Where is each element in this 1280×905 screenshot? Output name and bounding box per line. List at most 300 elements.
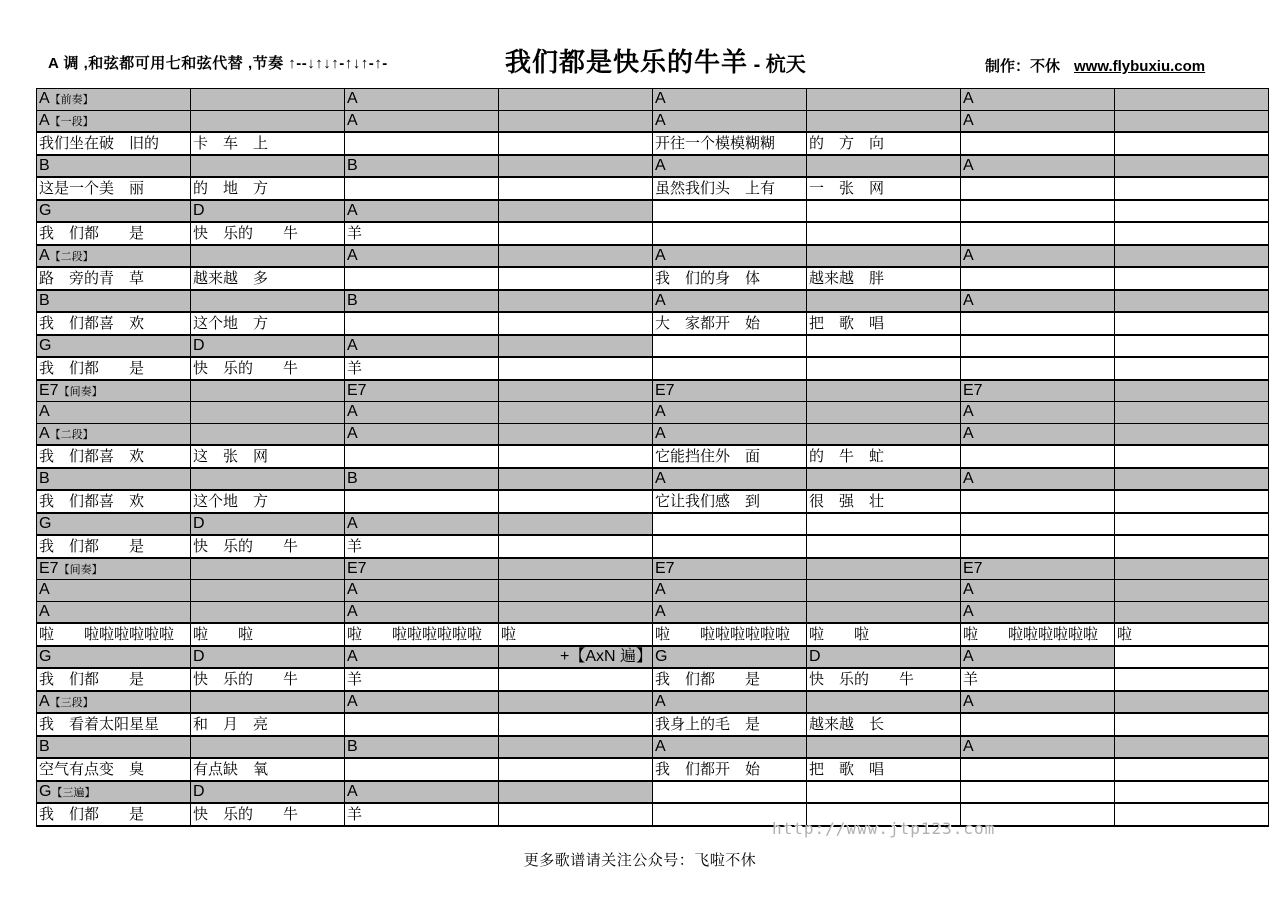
lyric-cell: 啦 啦啦啦啦啦啦 bbox=[37, 623, 191, 646]
lyric-cell bbox=[345, 758, 499, 781]
chord-cell: A bbox=[345, 402, 499, 424]
lyric-cell: 大 家都开 始 bbox=[653, 312, 807, 335]
lyric-cell bbox=[653, 535, 807, 558]
chord-cell bbox=[1115, 200, 1269, 223]
sheet-row bbox=[37, 267, 1269, 290]
sheet-row bbox=[37, 713, 1269, 736]
chord-cell: B bbox=[345, 155, 499, 178]
chord-cell: G bbox=[37, 335, 191, 358]
sheet-row bbox=[37, 222, 1269, 245]
chord-cell bbox=[1115, 781, 1269, 804]
chord-cell: A【二段】 bbox=[37, 245, 191, 268]
lyric-cell: 越来越 胖 bbox=[807, 267, 961, 290]
chord-cell: D bbox=[807, 646, 961, 669]
lyric-cell: 羊 bbox=[345, 803, 499, 826]
lyric-cell bbox=[961, 177, 1115, 200]
lyric-cell: 越来越 多 bbox=[191, 267, 345, 290]
section-label: 【三遍】 bbox=[51, 786, 96, 799]
lyric-cell bbox=[345, 132, 499, 155]
chord-cell: A bbox=[961, 89, 1115, 111]
chord-cell: A bbox=[345, 245, 499, 268]
section-label: 【前奏】 bbox=[49, 94, 94, 107]
chord-cell: A bbox=[961, 290, 1115, 313]
lyric-cell: 啦 啦啦啦啦啦啦 bbox=[653, 623, 807, 646]
chord-cell bbox=[1115, 402, 1269, 424]
lyric-cell bbox=[1115, 177, 1269, 200]
chord-cell bbox=[1115, 468, 1269, 491]
chord-cell: B bbox=[345, 468, 499, 491]
lyric-cell bbox=[499, 267, 653, 290]
lyric-cell: 虽然我们头 上有 bbox=[653, 177, 807, 200]
lyric-cell: 我 们都 是 bbox=[653, 668, 807, 691]
chord-cell bbox=[807, 89, 961, 111]
sheet-row bbox=[37, 177, 1269, 200]
chord-cell bbox=[499, 245, 653, 268]
lyric-cell: 快 乐的 牛 bbox=[191, 222, 345, 245]
lyric-cell: 我们坐在破 旧的 bbox=[37, 132, 191, 155]
credit-label: 制作：不休 bbox=[985, 58, 1061, 75]
lyric-cell bbox=[961, 132, 1115, 155]
sheet-row bbox=[37, 335, 1269, 358]
chord-cell bbox=[499, 513, 653, 536]
chord-cell bbox=[961, 335, 1115, 358]
chord-cell bbox=[961, 513, 1115, 536]
lyric-cell: 我身上的毛 是 bbox=[653, 713, 807, 736]
chord-cell: A bbox=[345, 110, 499, 132]
sheet-row bbox=[37, 623, 1269, 646]
sheet-row bbox=[37, 89, 1269, 111]
sheet-row bbox=[37, 110, 1269, 132]
chord-cell: D bbox=[191, 646, 345, 669]
lyric-cell bbox=[499, 312, 653, 335]
chord-cell bbox=[807, 580, 961, 602]
chord-cell bbox=[807, 335, 961, 358]
lyric-cell bbox=[961, 713, 1115, 736]
chord-cell bbox=[499, 89, 653, 111]
lyric-cell: 开往一个模模糊糊 bbox=[653, 132, 807, 155]
chord-cell: A bbox=[961, 245, 1115, 268]
lyric-cell: 很 强 壮 bbox=[807, 490, 961, 513]
lyric-cell: 的 牛 虻 bbox=[807, 445, 961, 468]
sheet-row bbox=[37, 200, 1269, 223]
chord-cell bbox=[499, 781, 653, 804]
chord-cell: E7 bbox=[653, 558, 807, 580]
credit-block bbox=[985, 55, 1205, 76]
chord-cell: B bbox=[37, 290, 191, 313]
chord-cell bbox=[191, 380, 345, 402]
lyric-cell: 羊 bbox=[345, 222, 499, 245]
chord-cell: A bbox=[37, 580, 191, 602]
lyric-cell bbox=[961, 490, 1115, 513]
lyric-cell: 有点缺 氧 bbox=[191, 758, 345, 781]
chord-cell: A bbox=[345, 580, 499, 602]
lyric-cell: 啦 啦 bbox=[191, 623, 345, 646]
lyric-cell: 我 们都开 始 bbox=[653, 758, 807, 781]
lyric-cell bbox=[961, 222, 1115, 245]
sheet-row bbox=[37, 535, 1269, 558]
chord-cell bbox=[499, 580, 653, 602]
lyric-cell: 羊 bbox=[961, 668, 1115, 691]
chord-cell: A bbox=[961, 580, 1115, 602]
chord-cell: A bbox=[345, 601, 499, 623]
chord-cell bbox=[1115, 290, 1269, 313]
lyric-cell: 一 张 网 bbox=[807, 177, 961, 200]
footer-text: 更多歌谱请关注公众号：飞啦不休 bbox=[523, 852, 757, 869]
chord-cell: A bbox=[345, 200, 499, 223]
chord-cell bbox=[191, 601, 345, 623]
sheet-row bbox=[37, 290, 1269, 313]
chord-cell: A bbox=[961, 646, 1115, 669]
chord-cell bbox=[653, 513, 807, 536]
chord-cell bbox=[807, 468, 961, 491]
lyric-cell: 我 们都 是 bbox=[37, 222, 191, 245]
chord-cell: E7 bbox=[961, 380, 1115, 402]
lyric-cell bbox=[1115, 267, 1269, 290]
lyric-cell bbox=[1115, 357, 1269, 380]
sheet-row bbox=[37, 646, 1269, 669]
chord-cell bbox=[1115, 691, 1269, 714]
chord-cell bbox=[807, 402, 961, 424]
lyric-cell bbox=[345, 177, 499, 200]
chord-cell: A【前奏】 bbox=[37, 89, 191, 111]
sheet-row bbox=[37, 736, 1269, 759]
chord-cell: G【三遍】 bbox=[37, 781, 191, 804]
chord-cell bbox=[653, 781, 807, 804]
lyric-cell bbox=[961, 758, 1115, 781]
lyric-cell bbox=[1115, 222, 1269, 245]
sheet-row bbox=[37, 402, 1269, 424]
lyric-cell bbox=[1115, 445, 1269, 468]
chord-cell: A bbox=[653, 155, 807, 178]
lyric-cell: 我 们都 是 bbox=[37, 357, 191, 380]
chord-cell: A bbox=[961, 423, 1115, 445]
lyric-cell bbox=[499, 668, 653, 691]
sheet-row bbox=[37, 357, 1269, 380]
chord-cell bbox=[499, 380, 653, 402]
lyric-cell bbox=[1115, 535, 1269, 558]
lyric-cell: 快 乐的 牛 bbox=[191, 535, 345, 558]
chord-cell bbox=[1115, 423, 1269, 445]
sheet-row bbox=[37, 155, 1269, 178]
chord-cell bbox=[191, 110, 345, 132]
chord-cell: A bbox=[653, 468, 807, 491]
chord-cell: G bbox=[37, 513, 191, 536]
chord-cell bbox=[807, 423, 961, 445]
chord-cell: A bbox=[653, 290, 807, 313]
chord-cell bbox=[191, 155, 345, 178]
chord-cell bbox=[1115, 580, 1269, 602]
chord-cell bbox=[807, 155, 961, 178]
chord-cell: A bbox=[345, 89, 499, 111]
chord-cell: A bbox=[653, 580, 807, 602]
chord-cell: D bbox=[191, 335, 345, 358]
page-title: 我们都是快乐的牛羊 bbox=[505, 47, 749, 77]
chord-cell bbox=[653, 335, 807, 358]
sheet-row bbox=[37, 601, 1269, 623]
sheet-row bbox=[37, 803, 1269, 826]
chord-cell bbox=[1115, 110, 1269, 132]
chord-cell bbox=[807, 691, 961, 714]
chord-cell bbox=[499, 290, 653, 313]
lyric-cell bbox=[1115, 132, 1269, 155]
chord-cell: A bbox=[653, 736, 807, 759]
page-title-block bbox=[505, 42, 806, 79]
sheet-row bbox=[37, 312, 1269, 335]
lyric-cell: 我 们都 是 bbox=[37, 803, 191, 826]
watermark-url: http://www.jtp123.com bbox=[772, 819, 996, 838]
chord-cell: B bbox=[37, 468, 191, 491]
chord-cell: B bbox=[37, 155, 191, 178]
sheet-row bbox=[37, 245, 1269, 268]
sheet-row bbox=[37, 380, 1269, 402]
chord-cell bbox=[1115, 558, 1269, 580]
key-and-rhythm-note: A 调 ,和弦都可用七和弦代替 ,节奏 ↑--↓↑↓↑-↑↓↑-↑- bbox=[48, 55, 388, 72]
chord-cell bbox=[807, 110, 961, 132]
chord-cell: A bbox=[37, 402, 191, 424]
chord-cell: A bbox=[37, 601, 191, 623]
chord-cell bbox=[191, 691, 345, 714]
lyric-cell bbox=[345, 445, 499, 468]
chord-cell bbox=[807, 200, 961, 223]
lyric-cell: 空气有点变 臭 bbox=[37, 758, 191, 781]
lyric-cell: 我 们都喜 欢 bbox=[37, 445, 191, 468]
chord-cell: G bbox=[37, 646, 191, 669]
lyric-cell: 我 们都喜 欢 bbox=[37, 490, 191, 513]
chord-cell: D bbox=[191, 781, 345, 804]
sheet-row bbox=[37, 513, 1269, 536]
lyric-cell: 这 张 网 bbox=[191, 445, 345, 468]
lyric-cell: 越来越 长 bbox=[807, 713, 961, 736]
chord-cell bbox=[1115, 646, 1269, 669]
chord-cell: A bbox=[653, 89, 807, 111]
lyric-cell: 我 们都喜 欢 bbox=[37, 312, 191, 335]
chord-cell bbox=[499, 736, 653, 759]
chord-cell bbox=[1115, 736, 1269, 759]
sheet-row bbox=[37, 691, 1269, 714]
chord-cell: A bbox=[653, 110, 807, 132]
chord-cell bbox=[1115, 380, 1269, 402]
chord-cell: E7【间奏】 bbox=[37, 380, 191, 402]
chord-cell: A bbox=[653, 245, 807, 268]
chord-cell: A bbox=[345, 646, 499, 669]
chord-cell: E7 bbox=[653, 380, 807, 402]
lyric-cell: 路 旁的青 草 bbox=[37, 267, 191, 290]
chord-cell bbox=[499, 423, 653, 445]
lyric-cell: 啦 啦 bbox=[807, 623, 961, 646]
sheet-row bbox=[37, 445, 1269, 468]
lyric-cell: 的 地 方 bbox=[191, 177, 345, 200]
chord-cell bbox=[1115, 335, 1269, 358]
chord-cell bbox=[807, 380, 961, 402]
lyric-cell: 它让我们感 到 bbox=[653, 490, 807, 513]
chord-cell: E7【间奏】 bbox=[37, 558, 191, 580]
chord-cell bbox=[807, 245, 961, 268]
chord-cell: G bbox=[653, 646, 807, 669]
chord-cell bbox=[191, 89, 345, 111]
chord-cell bbox=[1115, 89, 1269, 111]
chord-cell: B bbox=[345, 290, 499, 313]
lyric-cell bbox=[345, 312, 499, 335]
lyric-cell: 羊 bbox=[345, 357, 499, 380]
chord-cell bbox=[961, 781, 1115, 804]
lyric-cell: 我 们的身 体 bbox=[653, 267, 807, 290]
chord-cell: A bbox=[961, 601, 1115, 623]
lyric-cell bbox=[961, 445, 1115, 468]
lyric-cell bbox=[961, 357, 1115, 380]
chord-cell bbox=[191, 736, 345, 759]
chord-cell bbox=[807, 513, 961, 536]
artist-name: 杭天 bbox=[765, 54, 806, 76]
lyric-cell bbox=[807, 222, 961, 245]
chord-cell: G bbox=[37, 200, 191, 223]
sheet-row bbox=[37, 132, 1269, 155]
chord-cell: E7 bbox=[961, 558, 1115, 580]
lyric-cell: 这是一个美 丽 bbox=[37, 177, 191, 200]
section-label: 【间奏】 bbox=[58, 385, 103, 398]
sheet-row bbox=[37, 558, 1269, 580]
section-label: 【三段】 bbox=[49, 696, 94, 709]
lyric-cell bbox=[345, 713, 499, 736]
lyric-cell bbox=[345, 490, 499, 513]
chord-cell: A bbox=[961, 736, 1115, 759]
lyric-cell bbox=[499, 445, 653, 468]
chord-cell: A bbox=[961, 110, 1115, 132]
chord-cell: A【二段】 bbox=[37, 423, 191, 445]
lyric-cell: 啦 啦啦啦啦啦啦 bbox=[961, 623, 1115, 646]
chord-cell: A bbox=[345, 335, 499, 358]
chord-cell: +【AxN 遍】 bbox=[499, 646, 653, 669]
section-label: 【二段】 bbox=[49, 428, 94, 441]
lyric-cell bbox=[499, 535, 653, 558]
lyric-cell: 羊 bbox=[345, 668, 499, 691]
lyric-cell bbox=[1115, 668, 1269, 691]
chord-cell bbox=[191, 402, 345, 424]
lyric-cell bbox=[499, 222, 653, 245]
lyric-cell bbox=[807, 357, 961, 380]
chord-cell: A【三段】 bbox=[37, 691, 191, 714]
chord-cell: A bbox=[961, 468, 1115, 491]
chord-cell: E7 bbox=[345, 558, 499, 580]
lyric-cell bbox=[1115, 803, 1269, 826]
chord-cell bbox=[1115, 513, 1269, 536]
lyric-cell: 我 看着太阳星星 bbox=[37, 713, 191, 736]
chord-cell bbox=[499, 200, 653, 223]
lyric-cell: 快 乐的 牛 bbox=[807, 668, 961, 691]
lyric-cell: 和 月 亮 bbox=[191, 713, 345, 736]
chord-cell: A bbox=[961, 691, 1115, 714]
lyric-cell: 这个地 方 bbox=[191, 490, 345, 513]
chord-cell bbox=[807, 290, 961, 313]
chord-cell: A bbox=[345, 513, 499, 536]
lyric-cell bbox=[499, 758, 653, 781]
lyric-cell: 羊 bbox=[345, 535, 499, 558]
lyric-cell bbox=[499, 803, 653, 826]
chord-cell bbox=[191, 245, 345, 268]
lyric-cell: 快 乐的 牛 bbox=[191, 668, 345, 691]
chord-cell: A bbox=[961, 402, 1115, 424]
lyric-cell bbox=[653, 222, 807, 245]
chord-cell bbox=[191, 580, 345, 602]
section-label: 【一段】 bbox=[49, 115, 94, 128]
chord-cell bbox=[499, 110, 653, 132]
chord-cell bbox=[1115, 245, 1269, 268]
chord-cell bbox=[499, 155, 653, 178]
lyric-cell bbox=[1115, 713, 1269, 736]
lyric-cell bbox=[345, 267, 499, 290]
chord-cell bbox=[191, 558, 345, 580]
chord-sheet-table bbox=[36, 88, 1269, 827]
lyric-cell bbox=[653, 357, 807, 380]
section-label: 【二段】 bbox=[49, 250, 94, 263]
lyric-cell bbox=[1115, 312, 1269, 335]
chord-cell: A bbox=[653, 402, 807, 424]
chord-cell: D bbox=[191, 513, 345, 536]
chord-cell: A bbox=[653, 423, 807, 445]
lyric-cell: 啦 bbox=[499, 623, 653, 646]
chord-cell bbox=[807, 558, 961, 580]
section-label: 【间奏】 bbox=[58, 563, 103, 576]
lyric-cell bbox=[1115, 490, 1269, 513]
sheet-row bbox=[37, 468, 1269, 491]
lyric-cell: 啦 啦啦啦啦啦啦 bbox=[345, 623, 499, 646]
credit-url-link[interactable]: www.flybuxiu.com bbox=[1074, 58, 1206, 75]
lyric-cell: 的 方 向 bbox=[807, 132, 961, 155]
chord-cell: E7 bbox=[345, 380, 499, 402]
sheet-row bbox=[37, 490, 1269, 513]
lyric-cell bbox=[499, 132, 653, 155]
lyric-cell: 啦 bbox=[1115, 623, 1269, 646]
sheet-row bbox=[37, 423, 1269, 445]
chord-cell bbox=[807, 736, 961, 759]
chord-cell: A bbox=[653, 691, 807, 714]
lyric-cell: 把 歌 唱 bbox=[807, 312, 961, 335]
chord-cell bbox=[961, 200, 1115, 223]
chord-cell: A bbox=[961, 155, 1115, 178]
chord-cell bbox=[191, 468, 345, 491]
chord-cell: A bbox=[345, 781, 499, 804]
chord-cell: B bbox=[37, 736, 191, 759]
lyric-cell: 把 歌 唱 bbox=[807, 758, 961, 781]
chord-cell: A bbox=[653, 601, 807, 623]
lyric-cell: 快 乐的 牛 bbox=[191, 357, 345, 380]
lyric-cell bbox=[961, 267, 1115, 290]
lyric-cell bbox=[1115, 758, 1269, 781]
lyric-cell: 我 们都 是 bbox=[37, 535, 191, 558]
chord-cell: A bbox=[345, 691, 499, 714]
lyric-cell bbox=[961, 312, 1115, 335]
title-dash: - bbox=[748, 54, 766, 76]
chord-cell bbox=[1115, 155, 1269, 178]
lyric-cell bbox=[499, 713, 653, 736]
lyric-cell bbox=[961, 535, 1115, 558]
chord-cell bbox=[499, 468, 653, 491]
chord-cell bbox=[191, 423, 345, 445]
chord-cell bbox=[499, 601, 653, 623]
chord-cell: D bbox=[191, 200, 345, 223]
chord-cell bbox=[807, 601, 961, 623]
lyric-cell: 我 们都 是 bbox=[37, 668, 191, 691]
chord-cell bbox=[191, 290, 345, 313]
chord-cell bbox=[499, 402, 653, 424]
chord-cell: B bbox=[345, 736, 499, 759]
lyric-cell: 这个地 方 bbox=[191, 312, 345, 335]
lyric-cell bbox=[499, 357, 653, 380]
lyric-cell: 它能挡住外 面 bbox=[653, 445, 807, 468]
lyric-cell: 快 乐的 牛 bbox=[191, 803, 345, 826]
lyric-cell bbox=[499, 177, 653, 200]
sheet-row bbox=[37, 668, 1269, 691]
chord-cell: A bbox=[345, 423, 499, 445]
